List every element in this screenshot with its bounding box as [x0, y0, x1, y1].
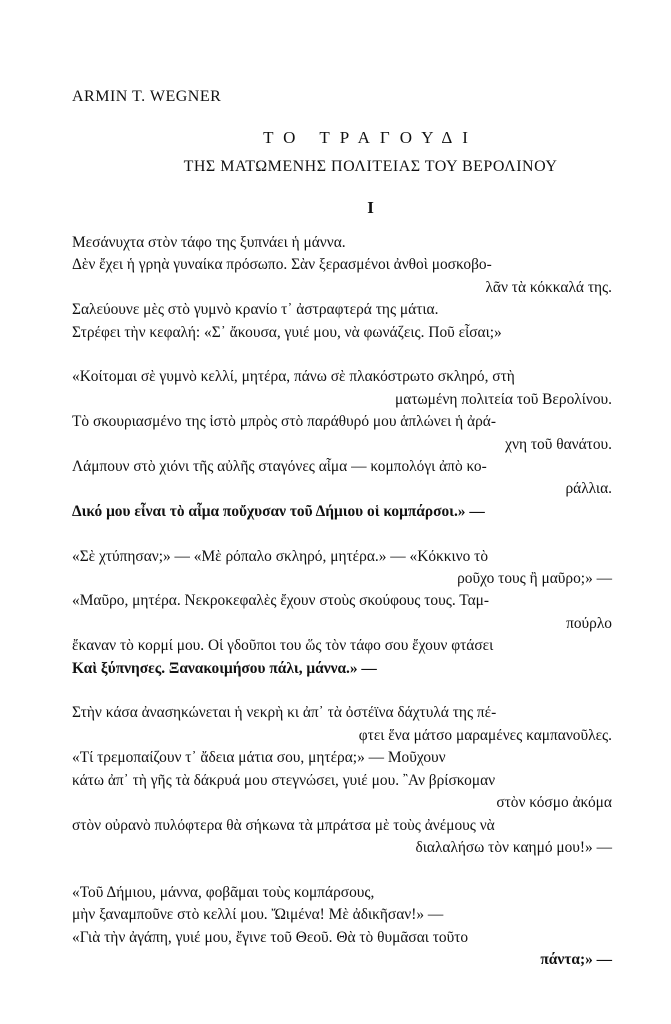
poem-line: «Γιὰ τὴν ἀγάπη, γυιέ μου, ἔγινε τοῦ Θεοῦ. Θὰ τὸ θυμᾶσαι τοῦτο: [72, 928, 469, 946]
poem-line: λᾶν τὰ κόκκαλά της.: [485, 278, 612, 296]
stanza: [72, 882, 612, 972]
poem-line: ματωμένη πολιτεία τοῦ Βερολίνου.: [395, 390, 612, 408]
stanza: [72, 702, 612, 859]
poem-line: στὸν οὐρανὸ πυλόφτερα θὰ σήκωνα τὰ μπράτσα μὲ τοὺς ἀνέμους νὰ: [72, 816, 495, 834]
poem-line: Δὲν ἔχει ἡ γρηὰ γυναίκα πρόσωπο. Σὰν ξερασμένοι ἀνθοὶ μοσκοβο-: [72, 256, 492, 274]
poem-line: «Σὲ χτύπησαν;» — «Μὲ ρόπαλο σκληρό, μητέρα.» — «Κόκκινο τὸ: [72, 547, 489, 565]
poem-line: μὴν ξαναμποῦνε στὸ κελλί μου. Ὤιμένα! Μὲ ἀδικῆσαν!» —: [72, 906, 444, 924]
stanza: [72, 546, 612, 680]
poem-line: «Μαῦρο, μητέρα. Νεκροκεφαλὲς ἔχουν στοὺς σκούφους τους. Ταμ-: [72, 592, 490, 610]
poem-line: φτει ἕνα μάτσο μαραμένες καμπανοῦλες.: [358, 726, 612, 744]
poem-line: Σαλεύουνε μὲς στὸ γυμνὸ κρανίο τ᾽ ἀστραφτερά της μάτια.: [72, 301, 439, 319]
stanza-gap: [72, 523, 612, 545]
section-number: Ι: [367, 198, 374, 217]
stanza: [72, 366, 612, 523]
stanza-gap: [72, 859, 612, 881]
poem-line: κάτω ἀπ᾽ τὴ γῆς τὰ δάκρυά μου στεγνώσει, γυιέ μου. ῍Αν βρίσκομαν: [72, 771, 496, 789]
poem-line: ροῦχο τους ἢ μαῦρο;» —: [457, 570, 612, 588]
poem-line: πούρλο: [566, 614, 612, 632]
poem-title: ΤΟ ΤΡΑΓΟΥΔΙ: [263, 128, 478, 147]
poem-line: χνη τοῦ θανάτου.: [505, 435, 612, 453]
poem-line: «Κοίτομαι σὲ γυμνὸ κελλί, μητέρα, πάνω σὲ πλακόστρωτο σκληρό, στὴ: [72, 368, 515, 386]
stanza-gap: [72, 344, 612, 366]
poem-line: στὸν κόσμο ἀκόμα: [496, 794, 612, 812]
poem-line: Τὸ σκουριασμένο της ἱστὸ μπρὸς στὸ παράθυρό μου ἁπλώνει ἡ ἀρά-: [72, 413, 496, 431]
poem-line: πάντα;» —: [540, 950, 612, 968]
poem-line: Δικό μου εἶναι τὸ αἷμα ποὔχυσαν τοῦ Δήμιου οἱ κομπάρσοι.» —: [72, 502, 485, 520]
poem-line: ράλλια.: [565, 480, 612, 498]
stanza-gap: [72, 680, 612, 702]
stanza: [72, 232, 612, 344]
poem-line: Λάμπουν στὸ χιόνι τῆς αὐλῆς σταγόνες αἷμα — κομπολόγι ἀπὸ κο-: [72, 458, 487, 476]
poem-line: «Τοῦ Δήμιου, μάννα, φοβᾶμαι τοὺς κομπάρσους,: [72, 883, 375, 901]
poem-line: διαλαλήσω τὸν καημό μου!» —: [415, 838, 612, 856]
poem-line: Στὴν κάσα ἀνασηκώνεται ἡ νεκρὴ κι ἀπ᾽ τὰ ὀστέϊνα δάχτυλά της πέ-: [72, 704, 497, 722]
poem-line: Καὶ ξύπνησες. Ξανακοιμήσου πάλι, μάννα.» —: [72, 659, 377, 677]
poem-line: Μεσάνυχτα στὸν τάφο της ξυπνάει ἡ μάννα.: [72, 234, 346, 251]
author-name: ARMIN T. WEGNER: [72, 88, 222, 105]
poem-line: ἔκαναν τὸ κορμί μου. Οἱ γδοῦποι του ὥς τὸν τάφο σου ἔχουν φτάσει: [72, 637, 494, 655]
poem-subtitle: ΤΗΣ ΜΑΤΩΜΕΝΗΣ ΠΟΛΙΤΕΙΑΣ ΤΟΥ ΒΕΡΟΛΙΝΟΥ: [183, 158, 558, 175]
poem-body: [72, 232, 612, 971]
poem-line: «Τί τρεμοπαίζουν τ᾽ ἄδεια μάτια σου, μητέρα;» — Μοῦχουν: [72, 749, 446, 767]
poem-line: Στρέφει τὴν κεφαλή: «Σ᾽ ἄκουσα, γυιέ μου, νὰ φωνάζεις. Ποῦ εἶσαι;»: [72, 323, 502, 341]
